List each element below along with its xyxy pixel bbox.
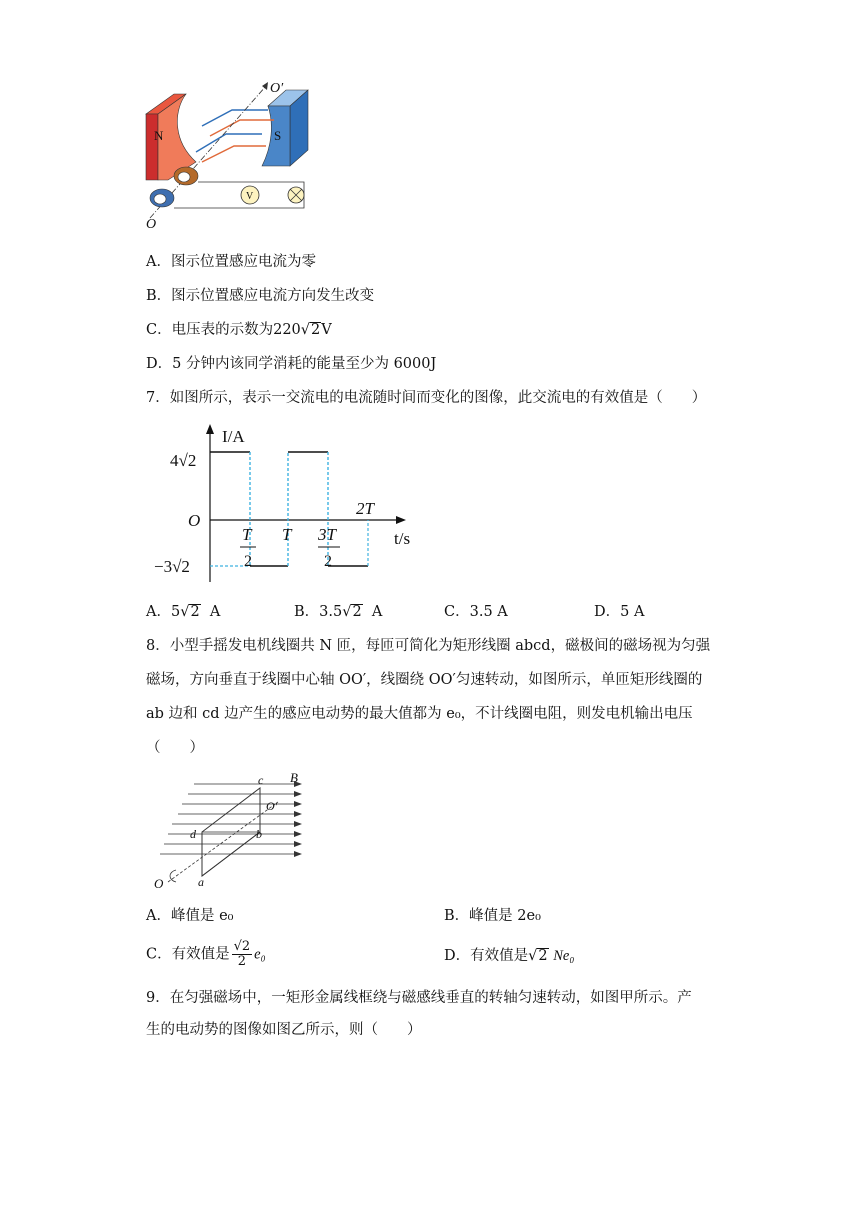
q6-option-d: D．5 分钟内该同学消耗的能量至少为 6000J	[146, 356, 437, 372]
axis-o-label: O	[146, 217, 157, 230]
q8-stem-line-3: ab 边和 cd 边产生的感应电动势的最大值都为 e₀，不计线圈电阻，则发电机输出电压	[146, 706, 693, 722]
x-axis-label: t/s	[394, 529, 411, 548]
q7-current-chart	[146, 422, 426, 586]
x-tick-half-den: 2	[244, 553, 252, 570]
x-tick-3half-den: 2	[324, 553, 332, 570]
y-tick-positive: 4√2	[170, 451, 197, 470]
axis-o-prime-label: O′	[266, 799, 278, 813]
x-tick-half-num: T	[242, 525, 252, 544]
q6-option-c-unit: V	[321, 322, 332, 338]
q6-option-c-sqrt: 2	[311, 322, 321, 338]
q6-option-c: C．电压表的示数为220√2V	[146, 322, 332, 338]
voltmeter-label: V	[246, 191, 254, 202]
corner-d-label: d	[190, 827, 196, 841]
q8-stem-line-2: 磁场，方向垂直于线圈中心轴 OO′，线圈绕 OO′匀速转动，如图所示，单匝矩形线圈的	[146, 672, 703, 688]
q7-stem: 7．如图所示，表示一交流电的电流随时间而变化的图像，此交流电的有效值是（ ）	[146, 390, 707, 406]
q8-option-c: C．有效值是 $\frac{√2}{2}$ e₀	[146, 939, 266, 969]
q8-stem-line-1: 8．小型手摇发电机线圈共 N 匝，每匝可简化为矩形线圈 abcd，磁极间的磁场视为匀强	[146, 638, 711, 654]
coil-field-figure	[148, 772, 318, 892]
q7-option-a: A．5√2 A	[146, 604, 221, 620]
q7-option-b: B．3.5√2 A	[294, 604, 383, 620]
corner-a-label: a	[198, 875, 204, 889]
q6-option-b: B．图示位置感应电流方向发生改变	[146, 288, 375, 304]
x-tick-t: T	[282, 525, 292, 544]
x-tick-3half-num: 3T	[318, 525, 336, 544]
corner-b-label: b	[256, 827, 262, 841]
magnet-s-label: S	[274, 128, 282, 143]
q9-stem-line-2: 生的电动势的图像如图乙所示，则（ ）	[146, 1022, 422, 1038]
q6-option-c-value: 220	[273, 322, 301, 338]
corner-c-label: c	[258, 773, 264, 787]
origin-label: O	[188, 511, 201, 530]
q8-option-d: D．有效值是√2 Ne₀	[444, 948, 575, 964]
q9-stem-line-1: 9．在匀强磁场中，一矩形金属线框绕与磁感线垂直的转轴匀速转动，如图甲所示。产	[146, 990, 692, 1006]
generator-figure	[140, 80, 320, 230]
q8-option-a: A．峰值是 e₀	[146, 908, 234, 924]
magnet-n-label: N	[154, 128, 164, 143]
axis-o-prime-label: O′	[270, 81, 284, 96]
q8-option-b: B．峰值是 2e₀	[444, 908, 541, 924]
axis-o-label: O	[154, 876, 164, 891]
q8-stem-line-4: （ ）	[146, 740, 204, 756]
q6-option-a: A．图示位置感应电流为零	[146, 254, 316, 270]
y-axis-label: I/A	[222, 427, 245, 446]
q7-option-c: C．3.5 A	[444, 604, 508, 620]
q7-option-d: D．5 A	[594, 604, 645, 620]
y-tick-negative: −3√2	[154, 557, 190, 576]
x-tick-2t: 2T	[356, 499, 374, 518]
q6-option-c-text: C．电压表的示数为	[146, 322, 274, 338]
field-b-label: B	[290, 772, 298, 785]
